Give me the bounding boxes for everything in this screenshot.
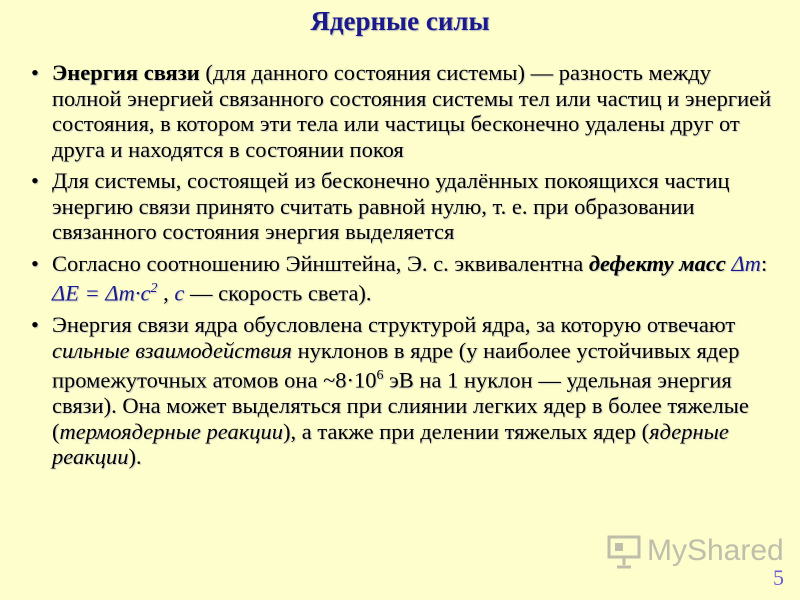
- bullet-list: [30, 60, 775, 476]
- term-binding-energy: Энергия связи: [52, 60, 200, 85]
- watermark-text: MyShared: [647, 534, 784, 567]
- term-strong-interactions: сильные взаимодействия: [52, 337, 292, 363]
- slide-title: Ядерные силы: [310, 6, 490, 36]
- presentation-board-icon: [607, 533, 641, 569]
- bullet-nuclear-binding: [30, 312, 775, 470]
- bullet2-text: Для системы, состоящей из бесконечно удалённых покоящихся частиц энергию связи принято считать равной нулю, т. е. при образовании связанного состояния энергия выделяется: [52, 168, 730, 244]
- term-mass-defect: дефекту масс: [588, 250, 726, 276]
- delta-m: Δm: [731, 250, 761, 276]
- bullet4-part1: Энергия связи ядра обусловлена структурой ядра, за которую отвечают: [52, 312, 736, 337]
- bullet4-part4: ), а также при делении тяжелых ядер (: [283, 418, 650, 444]
- bullet-binding-energy-definition: [30, 60, 775, 162]
- term-thermonuclear: термоядерные реакции: [59, 418, 284, 444]
- page-number: 5: [773, 565, 784, 590]
- term-nuclear-reactions: ядерные реакции: [52, 418, 729, 469]
- bullet-einstein-relation: • Согласно соотношению Эйнштейна, Э. с. эквивалентна дефекту масс Δm: $\Delta E = \Delta m\cdot c^2$ , c — скорость света).: [30, 251, 775, 307]
- bullet4-part3: эВ на 1 нуклон — удельная энергия связи). Она может выделяться при слиянии легких ядер в более тяжелые (: [52, 367, 749, 444]
- power-exponent: 6: [376, 368, 384, 383]
- bullet3-part1: Согласно соотношению Эйнштейна, Э. с. эквивалентна: [52, 250, 589, 276]
- bullet3-part2: — скорость света).: [184, 280, 372, 306]
- einstein-formula: ΔE = Δm·c: [52, 280, 151, 306]
- speed-of-light-symbol: c: [174, 280, 185, 306]
- bullet4-part2: нуклонов в ядре (у наиболее устойчивых ядер промежуточных атомов она ~8·10: [52, 337, 740, 393]
- bullet-zero-energy: [30, 168, 775, 245]
- bullet4-part5: ).: [128, 444, 142, 469]
- myshared-watermark: [607, 533, 784, 569]
- bullet1-text: (для данного состояния системы) — разность между полной энергией связанного состояния системы тел или частиц и энергией состояния, в котором эти тела или частицы бесконечно удалены друг от друга и находятся в состоянии покоя: [52, 60, 772, 162]
- formula-exponent: 2: [150, 281, 158, 296]
